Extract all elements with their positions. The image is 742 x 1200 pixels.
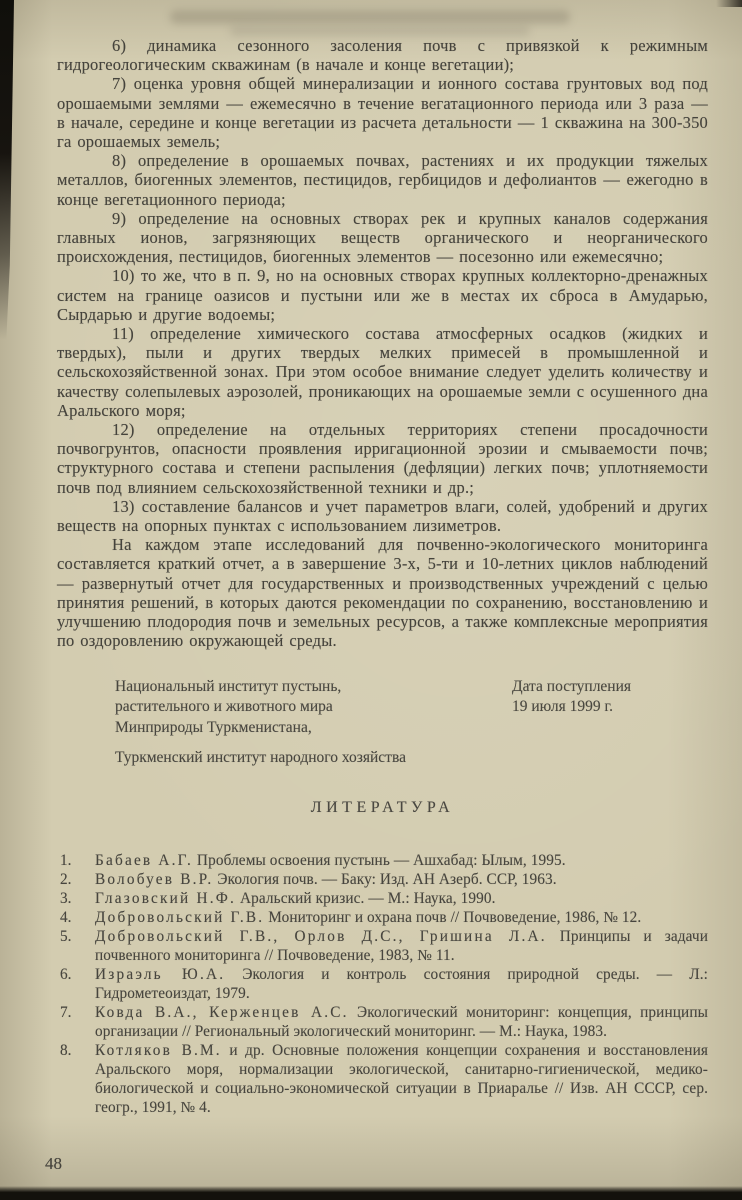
reference-text bbox=[95, 889, 708, 908]
reference-item bbox=[57, 851, 708, 870]
body-paragraph: 6) динамика сезонного засоления почв с привязкой к режимным гидрогеологическим скважинам (в начале и конце вегетации); bbox=[57, 36, 708, 75]
submission-date-line: Дата поступления bbox=[512, 677, 632, 695]
reference-number: 3. bbox=[60, 889, 72, 907]
page-number: 48 bbox=[45, 1154, 62, 1173]
reference-details: Мониторинг и охрана почв // Почвоведение, 1986, № 12. bbox=[264, 908, 642, 926]
monitoring-items-section bbox=[57, 36, 708, 651]
institution-line: Минприроды Туркменистана, bbox=[115, 718, 312, 736]
body-paragraph: 12) определение на отдельных территориях степени просадочности почвогрунтов, опасности проявления ирригационной эрозии и смываемости почв; структурного состава и степени распыления (дефляции) легких почв; уплотняемости почв под влиянием сельскохозяйственной техники и др.; bbox=[57, 420, 708, 497]
scan-edge-corner-artifact bbox=[716, 0, 742, 7]
literature-heading: ЛИТЕРАТУРА bbox=[310, 798, 455, 816]
reference-number: 5. bbox=[60, 927, 72, 945]
reference-text bbox=[95, 927, 708, 965]
institution-line: Национальный институт пустынь, bbox=[115, 677, 342, 695]
body-paragraph: 10) то же, что в п. 9, но на основных створах крупных коллекторно-дренажных систем на границе оазисов и пустыни или же в местах их сброса в Амударью, Сырдарью и другие водоемы; bbox=[57, 266, 708, 324]
reference-number: 7. bbox=[60, 1003, 72, 1021]
body-paragraph: 11) определение химического состава атмосферных осадков (жидких и твердых), пыли и других твердых мелких примесей в промышленной и сельскохозяйственной зонах. При этом особое внимание следует уделить количеству и качеству солепылевых аэрозолей, проникающих на орошаемые земли с осушенного дна Аральского моря; bbox=[57, 324, 708, 420]
reference-details: Экология и контроль состояния природной среды. — Л.: Гидрометеоиздат, 1979. bbox=[95, 965, 708, 1002]
body-paragraph: 13) составление балансов и учет параметров влаги, солей, удобрений и других веществ на опорных пунктах с использованием лизиметров. bbox=[57, 496, 708, 536]
reference-text bbox=[95, 965, 708, 1003]
body-paragraph: 7) оценка уровня общей минерализации и ионного состава грунтовых вод под орошаемыми землями — ежемесячно в течение вегатационного периода или 3 раза — в начале, середине и конце вегетации из расчета детальности — 1 скважина на 300-350 га орошаемых земель; bbox=[57, 74, 708, 152]
reference-text bbox=[95, 1041, 708, 1117]
reference-details: Экологический мониторинг: концепция, принципы организации // Региональный экологический мониторинг. — М.: Наука, 1983. bbox=[95, 1003, 708, 1040]
reference-author: Волобуев В.Р. bbox=[95, 870, 214, 888]
reference-details: Проблемы освоения пустынь — Ашхабад: Ылым, 1995. bbox=[193, 851, 566, 869]
reference-item bbox=[57, 870, 708, 889]
reference-author: Добровольский Г.В., Орлов Д.С., Гришина Л.А. bbox=[95, 927, 547, 945]
body-paragraph: На каждом этапе исследований для почвенно-экологического мониторинга составляется краткий отчет, а в завершение 3-х, 5-ти и 10-летних циклов наблюдений — развернутый отчет для государственных и производственных учреждений с целью принятия решений, в которых даются рекомендации по сохранению, восстановлению и улучшению плодородия почв и земельных ресурсов, а также комплексные мероприятия по оздоровлению окружающей среды. bbox=[57, 535, 708, 651]
reference-text bbox=[95, 870, 708, 889]
signature-block bbox=[57, 677, 708, 769]
reference-item bbox=[57, 965, 708, 1003]
scan-edge-bottom-artifact bbox=[0, 1186, 742, 1200]
reference-item bbox=[57, 1041, 708, 1117]
reference-author: Глазовский Н.Ф. bbox=[95, 889, 237, 907]
reference-item bbox=[57, 927, 708, 965]
body-paragraph: 8) определение в орошаемых почвах, растениях и их продукции тяжелых металлов, биогенных элементов, пестицидов, гербицидов и дефолиантов — ежегодно в конце вегетационного периода; bbox=[57, 151, 708, 209]
institution-line: растительного и животного мира bbox=[115, 698, 333, 715]
reference-author: Добровольский Г.В. bbox=[95, 908, 265, 926]
reference-item bbox=[57, 1003, 708, 1041]
reference-text bbox=[95, 851, 708, 870]
body-paragraph: 9) определение на основных створах рек и крупных каналов содержания главных ионов, загрязняющих веществ органического и неорганического происхождения, пестицидов, биогенных элементов — посезонно или ежемесячно; bbox=[57, 208, 708, 267]
reference-number: 4. bbox=[60, 908, 72, 926]
reference-details: Принципы и задачи почвенного мониторинга // Почвоведение, 1983, № 11. bbox=[95, 927, 708, 964]
reference-text bbox=[95, 908, 708, 927]
reference-number: 1. bbox=[60, 851, 72, 869]
reference-number: 8. bbox=[60, 1041, 72, 1059]
institution-block bbox=[115, 677, 512, 769]
reference-item bbox=[57, 889, 708, 908]
submission-date-line: 19 июля 1999 г. bbox=[512, 698, 613, 715]
reference-author: Бабаев А.Г. bbox=[95, 851, 193, 869]
reference-details: и др. Основные положения концепции сохранения и восстановления Аральского моря, нормализации экологической, санитарно-гигиенической, медико-биологической и социально-экономической ситуации в Приаралье // Изв. АН СССР, сер. геогр., 1991, № 4. bbox=[95, 1041, 708, 1116]
reference-author: Котляков В.М. bbox=[95, 1041, 222, 1059]
reference-number: 6. bbox=[60, 965, 72, 983]
reference-list bbox=[57, 851, 708, 1117]
reference-text bbox=[95, 1003, 708, 1041]
reference-author: Израэль Ю.А. bbox=[95, 965, 226, 983]
reference-number: 2. bbox=[60, 870, 72, 888]
institution-line: Туркменский институт народного хозяйства bbox=[115, 749, 406, 766]
reference-details: Экология почв. — Баку: Изд. АН Азерб. ССР, 1963. bbox=[213, 870, 557, 888]
submission-date-block bbox=[512, 677, 708, 718]
reference-author: Ковда В.А., Керженцев А.С. bbox=[95, 1003, 349, 1021]
reference-item bbox=[57, 908, 708, 927]
reference-details: Аральский кризис. — М.: Наука, 1990. bbox=[236, 889, 496, 907]
